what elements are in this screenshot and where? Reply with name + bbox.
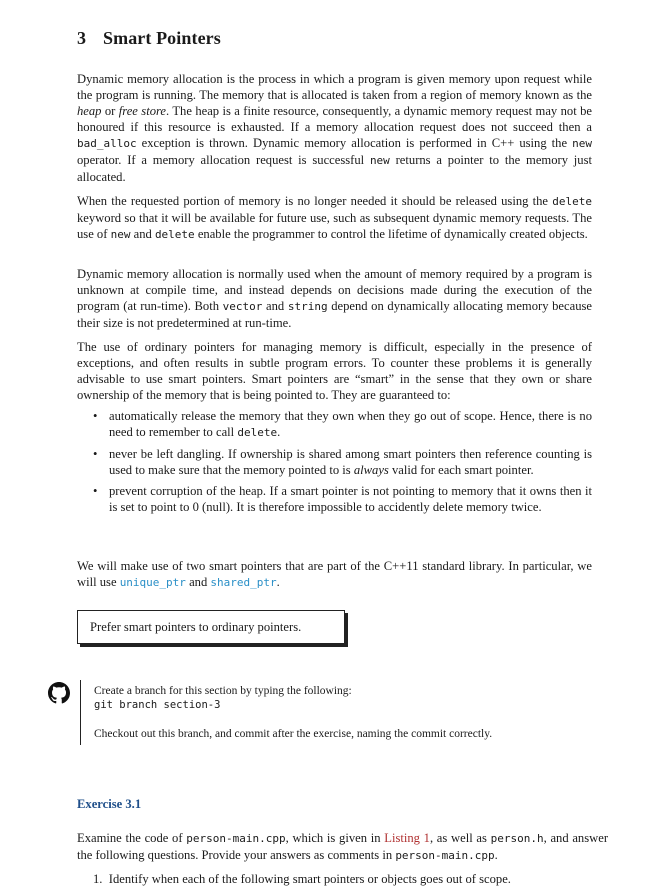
term-heap: heap (77, 104, 102, 118)
text: enable the programmer to control the lifetime of dynamically created objects. (194, 227, 588, 241)
text: Dynamic memory allocation is normally used when the amount of memory required by a program is unknown at compile time, and instead depends on decisions made during the execution of the program (at run-time). Both (77, 267, 592, 313)
code-bad-alloc: bad_alloc (77, 137, 137, 150)
tip-box (77, 610, 345, 644)
paragraph-dynamic-memory (77, 71, 592, 185)
exercise-instructions (77, 830, 608, 864)
text: , which is given in (285, 831, 385, 845)
bullet-icon: • (93, 409, 98, 423)
text: valid for each smart pointer. (388, 463, 534, 477)
text: prevent corruption of the heap. If a smart pointer is not pointing to memory that it owns then it is set to point to 0 (null). It is therefore impossible to accidently delete memory twice. (109, 484, 592, 514)
code-string: string (287, 300, 328, 313)
paragraph-smart-pointers-intro: The use of ordinary pointers for managing memory is difficult, especially in the presence of exceptions, and often results in subtle program errors. To counter these problems it is generally advisable to use smart pointers. Smart pointers are “smart” in the sense that they own or share ownership of the memory that is being pointed to. They are guaranteed to: (77, 340, 592, 402)
bullet-icon: • (93, 484, 98, 498)
text: and (262, 299, 288, 313)
section-title: Smart Pointers (103, 28, 221, 48)
github-checkout-text: Checkout out this branch, and commit after the exercise, naming the commit correctly. (94, 728, 493, 740)
question-text: Identify when each of the following smart pointers or objects goes out of scope. (108, 872, 511, 886)
exercise-title: Exercise 3.1 (77, 797, 142, 811)
exercise-question-1 (93, 871, 511, 887)
link-unique-ptr[interactable]: unique_ptr (119, 576, 186, 589)
code-filename: person-main.cpp (395, 849, 495, 862)
code-delete: delete (154, 228, 195, 241)
code-delete: delete (237, 426, 278, 439)
list-item (77, 446, 592, 478)
text: returns a pointer to the memory just allocated. (77, 153, 592, 184)
tip-text: Prefer smart pointers to ordinary pointers. (90, 619, 302, 634)
text: depend on dynamically allocating memory because their size is not predetermined at run-time. (77, 299, 592, 330)
paragraph-release-memory (77, 193, 592, 243)
text: and (185, 575, 211, 589)
text: exception is thrown. Dynamic memory allocation is performed in C++ using the (136, 136, 573, 150)
term-free-store: free store (118, 104, 167, 118)
text: Examine the code of (77, 831, 187, 845)
code-filename: person.h (490, 832, 544, 845)
paragraph-runtime-allocation (77, 266, 592, 331)
code-new: new (110, 228, 131, 241)
paragraph-standard-library (77, 558, 592, 591)
text: and (130, 227, 155, 241)
text: When the requested portion of memory is no longer needed it should be released using the (77, 194, 553, 208)
github-icon (48, 682, 70, 704)
text: operator. If a memory allocation request is successful (77, 153, 370, 167)
bullet-icon: • (93, 447, 98, 461)
github-instructions (94, 684, 352, 712)
code-new: new (369, 154, 390, 167)
code-filename: person-main.cpp (186, 832, 286, 845)
text: keyword so that it will be available for future use, such as subsequent dynamic memory requests. The use of (77, 211, 592, 241)
text: , as well as (429, 831, 491, 845)
text: never be left dangling. If ownership is shared among smart pointers then reference counting is used to make sure that the memory pointed to is (109, 447, 592, 477)
text: automatically release the memory that they own when they go out of scope. Hence, there is no need to remember to call (109, 409, 592, 439)
text: or (101, 104, 119, 118)
list-item (77, 408, 592, 441)
text: , and answer the following questions. Provide your answers as comments in (77, 831, 609, 862)
git-command: git branch section-3 (94, 699, 221, 711)
text: Dynamic memory allocation is the process in which a program is given memory upon request while the program is running. The memory that is allocated is taken from a region of memory known as the (77, 72, 592, 102)
guarantees-list (77, 408, 592, 520)
link-shared-ptr[interactable]: shared_ptr (210, 576, 277, 589)
text: . The heap is a finite resource, consequently, a dynamic memory request may not be honoured if this resource is exhausted. If a memory allocation request does not succeed then a (77, 104, 592, 134)
github-box-rule (80, 680, 81, 745)
text: . (276, 575, 280, 589)
section-heading (77, 28, 221, 49)
list-item (77, 483, 592, 515)
emphasis-always: always (353, 463, 389, 477)
code-delete: delete (552, 195, 592, 208)
github-instruction-text: Create a branch for this section by typing the following: (94, 685, 352, 697)
list-number: 1. (93, 872, 103, 886)
section-number: 3 (77, 28, 87, 48)
text: We will make use of two smart pointers that are part of the C++11 standard library. In particular, we will use (77, 559, 592, 589)
code-vector: vector (222, 300, 263, 313)
listing-link[interactable]: Listing 1 (384, 831, 430, 845)
text: . (277, 425, 281, 439)
text: . (494, 848, 498, 862)
code-new: new (572, 137, 592, 150)
